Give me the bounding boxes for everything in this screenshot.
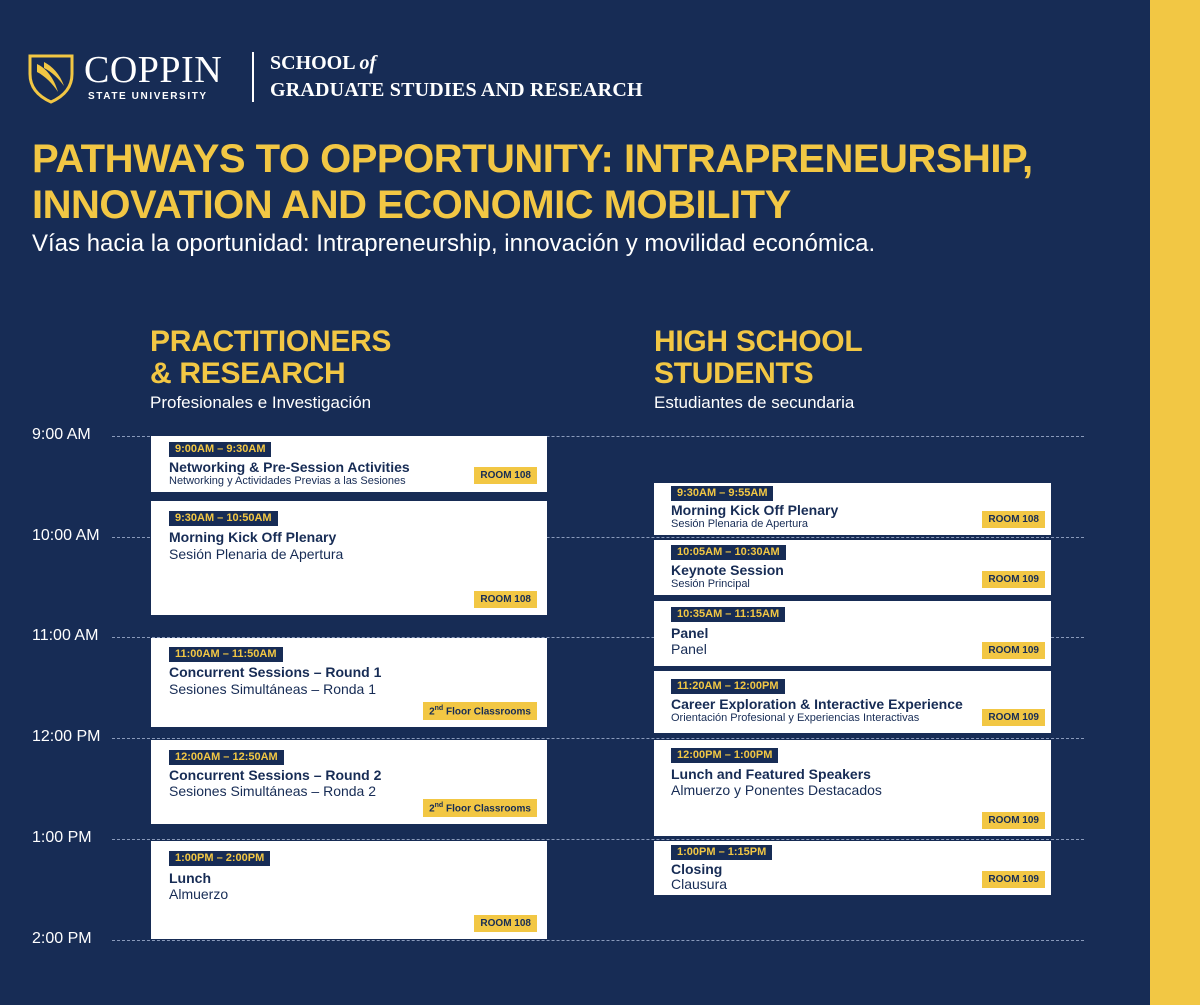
session-subtitle: Sesión Plenaria de Apertura: [169, 546, 344, 562]
session-time: 9:30AM – 10:50AM: [169, 511, 278, 526]
session-title: Concurrent Sessions – Round 2: [169, 767, 382, 783]
session-card[interactable]: [151, 841, 547, 939]
session-subtitle: Orientación Profesional y Experiencias Interactivas: [671, 712, 920, 724]
session-time: 10:05AM – 10:30AM: [671, 545, 786, 560]
session-title: Concurrent Sessions – Round 1: [169, 664, 382, 680]
session-subtitle: Sesiones Simultáneas – Ronda 1: [169, 681, 377, 697]
session-subtitle: Sesión Principal: [671, 578, 750, 590]
right-column-heading: [654, 326, 862, 390]
left-column-heading: [150, 326, 391, 390]
session-subtitle: Panel: [671, 641, 707, 657]
left-heading-line-2: & RESEARCH: [150, 357, 346, 390]
session-time: 11:00AM – 11:50AM: [169, 647, 283, 662]
hour-gridline: [112, 839, 1084, 840]
right-heading-line-1: HIGH SCHOOL: [654, 325, 863, 358]
room-badge: 2nd Floor Classrooms: [423, 702, 537, 720]
session-subtitle: Sesión Plenaria de Apertura: [671, 518, 808, 530]
session-card[interactable]: [151, 436, 547, 492]
session-time: 10:35AM – 11:15AM: [671, 607, 785, 622]
university-subtitle: STATE UNIVERSITY: [88, 91, 208, 102]
event-subtitle: Vías hacia la oportunidad: Intrapreneurship, innovación y movilidad económica.: [32, 230, 876, 257]
session-card[interactable]: [151, 501, 547, 615]
room-badge: ROOM 108: [982, 511, 1045, 528]
hour-gridline: [112, 940, 1084, 941]
header-divider: [252, 52, 254, 102]
session-card[interactable]: [654, 841, 1051, 895]
left-column-subheading: Profesionales e Investigación: [150, 393, 372, 412]
session-time: 1:00PM – 1:15PM: [671, 845, 772, 860]
session-subtitle: Sesiones Simultáneas – Ronda 2: [169, 783, 377, 799]
session-card[interactable]: [654, 740, 1051, 836]
time-label: 12:00 PM: [32, 728, 101, 745]
session-time: 9:30AM – 9:55AM: [671, 486, 773, 501]
school-of: of: [359, 52, 377, 74]
session-card[interactable]: [654, 483, 1051, 535]
room-badge: ROOM 109: [982, 812, 1045, 829]
session-time: 11:20AM – 12:00PM: [671, 679, 785, 694]
session-card[interactable]: [654, 601, 1051, 666]
gold-side-bar: [1150, 0, 1200, 1005]
session-time: 12:00PM – 1:00PM: [671, 748, 778, 763]
school-prefix: SCHOOL: [270, 52, 360, 74]
session-title: Networking & Pre-Session Activities: [169, 459, 410, 475]
university-name: COPPIN: [84, 49, 223, 91]
ordinal-suffix: nd: [434, 704, 444, 712]
ordinal-suffix: nd: [434, 801, 444, 809]
session-title: Closing: [671, 861, 723, 877]
room-badge: ROOM 109: [982, 642, 1045, 659]
session-subtitle: Networking y Actividades Previas a las Sesiones: [169, 475, 406, 487]
session-card[interactable]: [654, 540, 1051, 595]
session-time: 12:00AM – 12:50AM: [169, 750, 284, 765]
session-subtitle: Clausura: [671, 876, 728, 892]
session-time: 1:00PM – 2:00PM: [169, 851, 270, 866]
left-heading-line-1: PRACTITIONERS: [150, 325, 392, 358]
session-card[interactable]: [151, 638, 547, 727]
session-card[interactable]: [151, 740, 547, 824]
session-title: Panel: [671, 625, 709, 641]
time-label: 9:00 AM: [32, 426, 91, 443]
session-subtitle: Almuerzo y Ponentes Destacados: [671, 782, 882, 798]
time-label: 1:00 PM: [32, 829, 92, 846]
session-title: Keynote Session: [671, 562, 784, 578]
room-badge: ROOM 108: [474, 591, 537, 608]
session-title: Lunch: [169, 870, 211, 886]
session-card[interactable]: [654, 671, 1051, 733]
time-label: 10:00 AM: [32, 527, 100, 544]
room-badge: ROOM 108: [474, 915, 537, 932]
room-badge: ROOM 109: [982, 871, 1045, 888]
time-label: 11:00 AM: [32, 627, 99, 644]
right-column-subheading: Estudiantes de secundaria: [654, 393, 855, 412]
time-label: 2:00 PM: [32, 930, 92, 947]
coppin-crest-icon: [28, 52, 74, 104]
hour-gridline: [112, 738, 1084, 739]
session-time: 9:00AM – 9:30AM: [169, 442, 271, 457]
room-badge: ROOM 109: [982, 709, 1045, 726]
session-title: Lunch and Featured Speakers: [671, 766, 871, 782]
session-title: Morning Kick Off Plenary: [169, 529, 337, 545]
room-badge: 2nd Floor Classrooms: [423, 799, 537, 817]
right-heading-line-2: STUDENTS: [654, 357, 814, 390]
school-line-2: GRADUATE STUDIES AND RESEARCH: [270, 79, 643, 101]
event-title: PATHWAYS TO OPPORTUNITY: INTRAPRENEURSHIP, INNOVATION AND ECONOMIC MOBILITY: [32, 137, 1033, 227]
room-badge: ROOM 108: [474, 467, 537, 484]
session-title: Morning Kick Off Plenary: [671, 502, 839, 518]
room-badge: ROOM 109: [982, 571, 1045, 588]
session-title: Career Exploration & Interactive Experience: [671, 696, 963, 712]
session-subtitle: Almuerzo: [169, 886, 229, 902]
school-line-1: [270, 52, 376, 75]
